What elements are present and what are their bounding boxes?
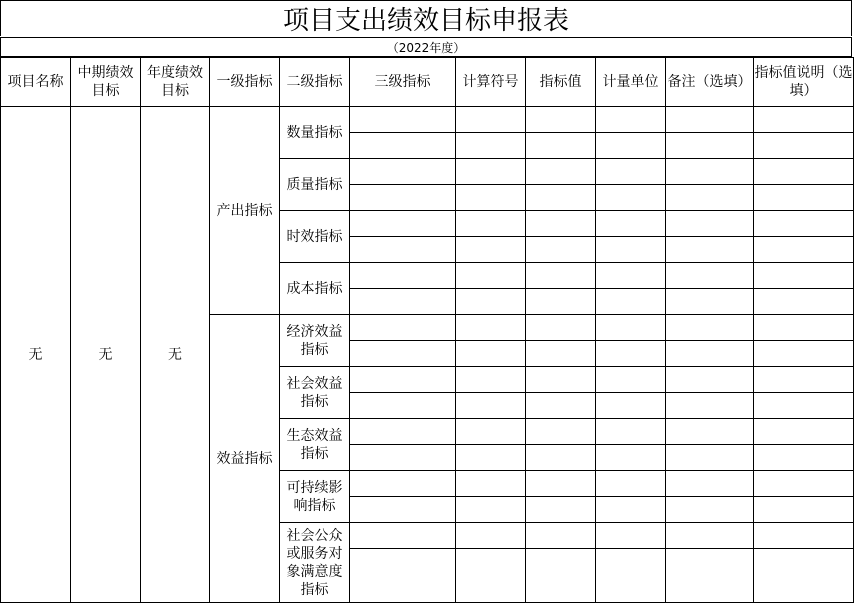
input-cell[interactable] [754, 419, 854, 445]
input-cell[interactable] [754, 159, 854, 185]
input-cell[interactable] [754, 133, 854, 159]
input-cell[interactable] [596, 445, 666, 471]
input-cell[interactable] [526, 367, 596, 393]
input-cell[interactable] [666, 419, 754, 445]
input-cell[interactable] [456, 315, 526, 341]
input-cell[interactable] [666, 315, 754, 341]
input-cell[interactable] [596, 133, 666, 159]
input-cell[interactable] [526, 107, 596, 133]
input-cell[interactable] [350, 445, 456, 471]
input-cell[interactable] [456, 237, 526, 263]
input-cell[interactable] [526, 315, 596, 341]
level2-cell: 经济效益指标 [280, 315, 350, 367]
input-cell[interactable] [456, 341, 526, 367]
input-cell[interactable] [456, 211, 526, 237]
input-cell[interactable] [754, 107, 854, 133]
input-cell[interactable] [526, 445, 596, 471]
input-cell[interactable] [526, 471, 596, 497]
input-cell[interactable] [666, 289, 754, 315]
level2-cell: 成本指标 [280, 263, 350, 315]
input-cell[interactable] [754, 211, 854, 237]
input-cell[interactable] [596, 549, 666, 603]
performance-goal-table [0, 57, 854, 603]
input-cell[interactable] [350, 107, 456, 133]
input-cell[interactable] [526, 211, 596, 237]
input-cell[interactable] [350, 133, 456, 159]
input-cell[interactable] [754, 289, 854, 315]
input-cell[interactable] [596, 159, 666, 185]
input-cell[interactable] [666, 211, 754, 237]
input-cell[interactable] [350, 289, 456, 315]
level2-cell: 社会公众或服务对象满意度指标 [280, 523, 350, 603]
input-cell[interactable] [350, 523, 456, 549]
input-cell[interactable] [526, 237, 596, 263]
input-cell[interactable] [350, 419, 456, 445]
input-cell[interactable] [754, 237, 854, 263]
input-cell[interactable] [666, 341, 754, 367]
input-cell[interactable] [596, 185, 666, 211]
input-cell[interactable] [526, 341, 596, 367]
input-cell[interactable] [666, 523, 754, 549]
input-cell[interactable] [754, 445, 854, 471]
input-cell[interactable] [666, 445, 754, 471]
header-cell: 项目名称 [1, 58, 71, 107]
form-year: （2022年度） [0, 37, 852, 57]
input-cell[interactable] [456, 289, 526, 315]
input-cell[interactable] [526, 419, 596, 445]
input-cell[interactable] [666, 185, 754, 211]
input-cell[interactable] [596, 367, 666, 393]
level2-cell: 可持续影响指标 [280, 471, 350, 523]
header-cell: 备注（选填） [666, 58, 754, 107]
input-cell[interactable] [596, 523, 666, 549]
input-cell[interactable] [350, 393, 456, 419]
input-cell[interactable] [350, 367, 456, 393]
level2-cell: 质量指标 [280, 159, 350, 211]
input-cell[interactable] [754, 367, 854, 393]
input-cell[interactable] [596, 107, 666, 133]
input-cell[interactable] [596, 341, 666, 367]
input-cell[interactable] [754, 185, 854, 211]
input-cell[interactable] [596, 497, 666, 523]
header-cell: 一级指标 [210, 58, 280, 107]
header-cell: 计算符号 [456, 58, 526, 107]
input-cell[interactable] [666, 133, 754, 159]
input-cell[interactable] [526, 523, 596, 549]
input-cell[interactable] [456, 471, 526, 497]
input-cell[interactable] [666, 237, 754, 263]
header-cell: 中期绩效目标 [71, 58, 141, 107]
header-cell: 三级指标 [350, 58, 456, 107]
input-cell[interactable] [596, 393, 666, 419]
input-cell[interactable] [596, 211, 666, 237]
header-cell: 指标值 [526, 58, 596, 107]
input-cell[interactable] [666, 263, 754, 289]
input-cell[interactable] [526, 393, 596, 419]
input-cell[interactable] [350, 549, 456, 603]
input-cell[interactable] [456, 419, 526, 445]
input-cell[interactable] [350, 237, 456, 263]
input-cell[interactable] [596, 289, 666, 315]
input-cell[interactable] [754, 341, 854, 367]
input-cell[interactable] [526, 159, 596, 185]
input-cell[interactable] [456, 367, 526, 393]
input-cell[interactable] [526, 185, 596, 211]
input-cell[interactable] [350, 211, 456, 237]
header-cell: 二级指标 [280, 58, 350, 107]
input-cell[interactable] [596, 471, 666, 497]
level1-cell: 产出指标 [210, 107, 280, 315]
input-cell[interactable] [754, 315, 854, 341]
input-cell[interactable] [666, 549, 754, 603]
input-cell[interactable] [754, 263, 854, 289]
input-cell[interactable] [350, 315, 456, 341]
input-cell[interactable] [456, 445, 526, 471]
input-cell[interactable] [596, 237, 666, 263]
level2-cell: 社会效益指标 [280, 367, 350, 419]
header-cell: 计量单位 [596, 58, 666, 107]
input-cell[interactable] [526, 133, 596, 159]
input-cell[interactable] [754, 523, 854, 549]
input-cell[interactable] [350, 497, 456, 523]
input-cell[interactable] [666, 497, 754, 523]
input-cell[interactable] [596, 263, 666, 289]
input-cell[interactable] [456, 549, 526, 603]
level2-cell: 数量指标 [280, 107, 350, 159]
input-cell[interactable] [596, 419, 666, 445]
input-cell[interactable] [456, 263, 526, 289]
input-cell[interactable] [754, 549, 854, 603]
input-cell[interactable] [350, 263, 456, 289]
level2-cell: 生态效益指标 [280, 419, 350, 471]
mid-goal-cell: 无 [71, 107, 141, 603]
input-cell[interactable] [666, 367, 754, 393]
level1-cell: 效益指标 [210, 315, 280, 603]
annual-goal-cell: 无 [141, 107, 210, 603]
input-cell[interactable] [754, 497, 854, 523]
input-cell[interactable] [526, 263, 596, 289]
input-cell[interactable] [456, 393, 526, 419]
input-cell[interactable] [666, 471, 754, 497]
input-cell[interactable] [456, 159, 526, 185]
header-row [1, 58, 854, 107]
input-cell[interactable] [350, 159, 456, 185]
input-cell[interactable] [526, 289, 596, 315]
input-cell[interactable] [350, 471, 456, 497]
input-cell[interactable] [456, 497, 526, 523]
input-cell[interactable] [350, 341, 456, 367]
input-cell[interactable] [666, 107, 754, 133]
input-cell[interactable] [456, 185, 526, 211]
header-cell: 指标值说明（选填） [754, 58, 854, 107]
input-cell[interactable] [526, 497, 596, 523]
level2-cell: 时效指标 [280, 211, 350, 263]
form-title: 项目支出绩效目标申报表 [0, 0, 852, 36]
input-cell[interactable] [754, 393, 854, 419]
input-cell[interactable] [456, 523, 526, 549]
header-cell: 年度绩效目标 [141, 58, 210, 107]
input-cell[interactable] [754, 471, 854, 497]
input-cell[interactable] [456, 107, 526, 133]
input-cell[interactable] [666, 159, 754, 185]
project-name-cell: 无 [1, 107, 71, 603]
input-cell[interactable] [666, 393, 754, 419]
input-cell[interactable] [526, 549, 596, 603]
table-row [1, 107, 854, 133]
input-cell[interactable] [596, 315, 666, 341]
input-cell[interactable] [456, 133, 526, 159]
input-cell[interactable] [350, 185, 456, 211]
